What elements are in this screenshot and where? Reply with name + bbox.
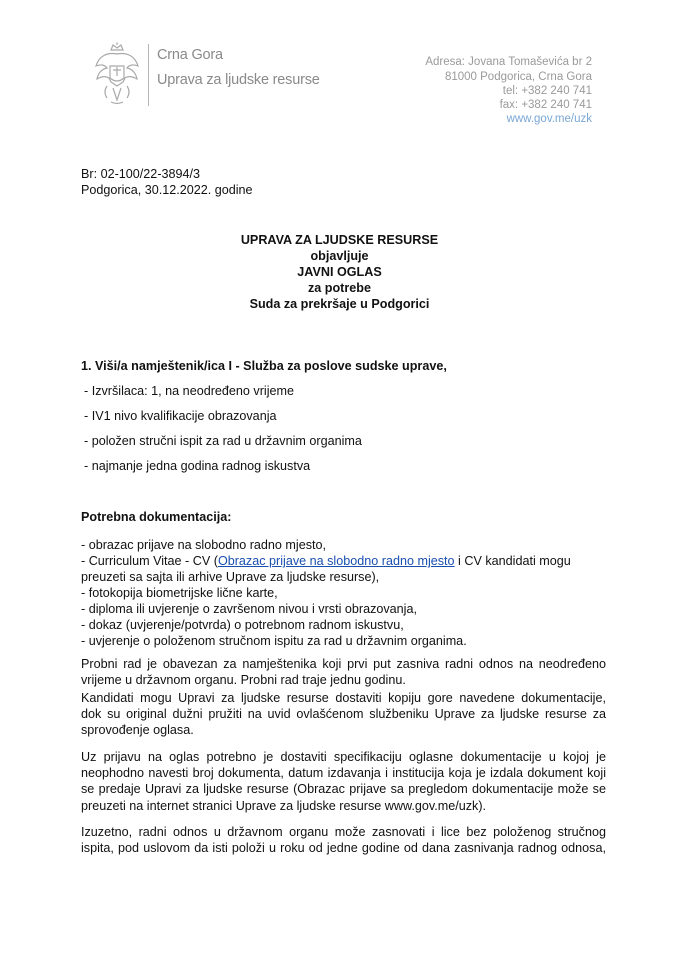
org-name: Uprava za ljudske resurse — [157, 72, 320, 88]
paragraph-line: neophodno navesti broj dokumenta, datum izdavanja i institucija koja je izdala dokument koji — [81, 766, 606, 781]
application-form-link[interactable]: Obrazac prijave na slobodno radno mjesto — [217, 554, 455, 568]
paragraph-line: Izuzetno, radni odnos u državnom organu može zasnovati i lice bez položenog stručnog — [81, 825, 606, 839]
title-public-notice: JAVNI OGLAS — [297, 265, 382, 279]
cv-text-suffix: i CV kandidati mogu — [454, 554, 571, 568]
paragraph-exception — [81, 824, 606, 856]
contact-website-link[interactable]: www.gov.me/uzk — [506, 113, 592, 125]
position-heading: 1. Viši/a namještenik/ica I - Služba za poslove sudske uprave, — [81, 359, 447, 373]
documentation-item: - dokaz (uvjerenje/potvrda) o potrebnom radnom iskustvu, — [81, 618, 404, 632]
position-item: - Izvršilaca: 1, na neodređeno vrijeme — [84, 384, 294, 398]
title-issuer: UPRAVA ZA LJUDSKE RESURSE — [240, 233, 439, 247]
paragraph-line: Probni rad je obavezan za namještenika koji prvi put zasniva radni odnos na neodređeno — [81, 657, 606, 671]
position-item: - položen stručni ispit za rad u državnim organima — [84, 434, 362, 448]
contact-tel: tel: +382 240 741 — [502, 85, 592, 97]
paragraph-line: Kandidati mogu Upravi za ljudske resurse dostaviti kopiju gore navedene dokumentacije, — [81, 691, 606, 705]
header-divider — [148, 44, 149, 106]
documentation-item: - diploma ili uvjerenje o završenom nivou i vrsti obrazovanja, — [81, 602, 417, 616]
position-item: - najmanje jedna godina radnog iskustva — [84, 459, 311, 473]
paragraph-line: Uz prijavu na oglas potrebno je dostaviti specifikaciju oglasne dokumentacije u kojoj je — [81, 750, 606, 764]
paragraph-line: sprovođenje oglasa. — [81, 723, 194, 738]
paragraph-line: preuzeti na internet stranici Uprave za ljudske resurse www.gov.me/uzk). — [81, 798, 487, 813]
documentation-item: - uvjerenje o položenom stručnom ispitu za rad u državnim organima. — [81, 634, 467, 648]
documentation-heading: Potrebna dokumentacija: — [81, 510, 232, 524]
contact-fax: fax: +382 240 741 — [499, 99, 592, 111]
documentation-item-cv-continued: preuzeti sa sajta ili arhive Uprave za ljudske resurse), — [81, 570, 380, 584]
paragraph-specification — [81, 749, 606, 814]
paragraph-probation — [81, 656, 606, 688]
paragraph-line: ispita, pod uslovom da isti položi u roku od jedne godine od dana zasnivanja radnog odnosa, — [81, 841, 606, 856]
cv-text-prefix: - Curriculum Vitae - CV ( — [81, 554, 218, 568]
position-item: - IV1 nivo kvalifikacije obrazovanja — [84, 409, 277, 423]
title-court: Suda za prekršaje u Podgorici — [249, 297, 430, 311]
documentation-item: - fotokopija biometrijske lične karte, — [81, 586, 278, 600]
paragraph-line: se predaje Upravi za ljudske resurse (Obrazac prijave sa pregledom dokumentacije može se — [81, 782, 606, 797]
coat-of-arms-logo — [93, 42, 141, 106]
documentation-item: - obrazac prijave na slobodno radno mjesto, — [81, 538, 327, 552]
contact-address: Adresa: Jovana Tomaševića br 2 — [425, 56, 592, 68]
documentation-item-cv — [81, 553, 571, 569]
paragraph-line: vrijeme u državnom organu. Probni rad traje jednu godinu. — [81, 673, 406, 688]
document-place-date: Podgorica, 30.12.2022. godine — [81, 183, 253, 197]
title-announces: objavljuje — [310, 249, 369, 263]
paragraph-line: dok su original dužni pružiti na uvid ovlašćenom službeniku Uprave za ljudske resurse za — [81, 707, 606, 722]
document-number: Br: 02-100/22-3894/3 — [81, 167, 201, 181]
contact-city: 81000 Podgorica, Crna Gora — [444, 71, 592, 83]
org-country: Crna Gora — [157, 47, 223, 63]
title-for-needs: za potrebe — [308, 281, 371, 295]
paragraph-copies — [81, 690, 606, 739]
